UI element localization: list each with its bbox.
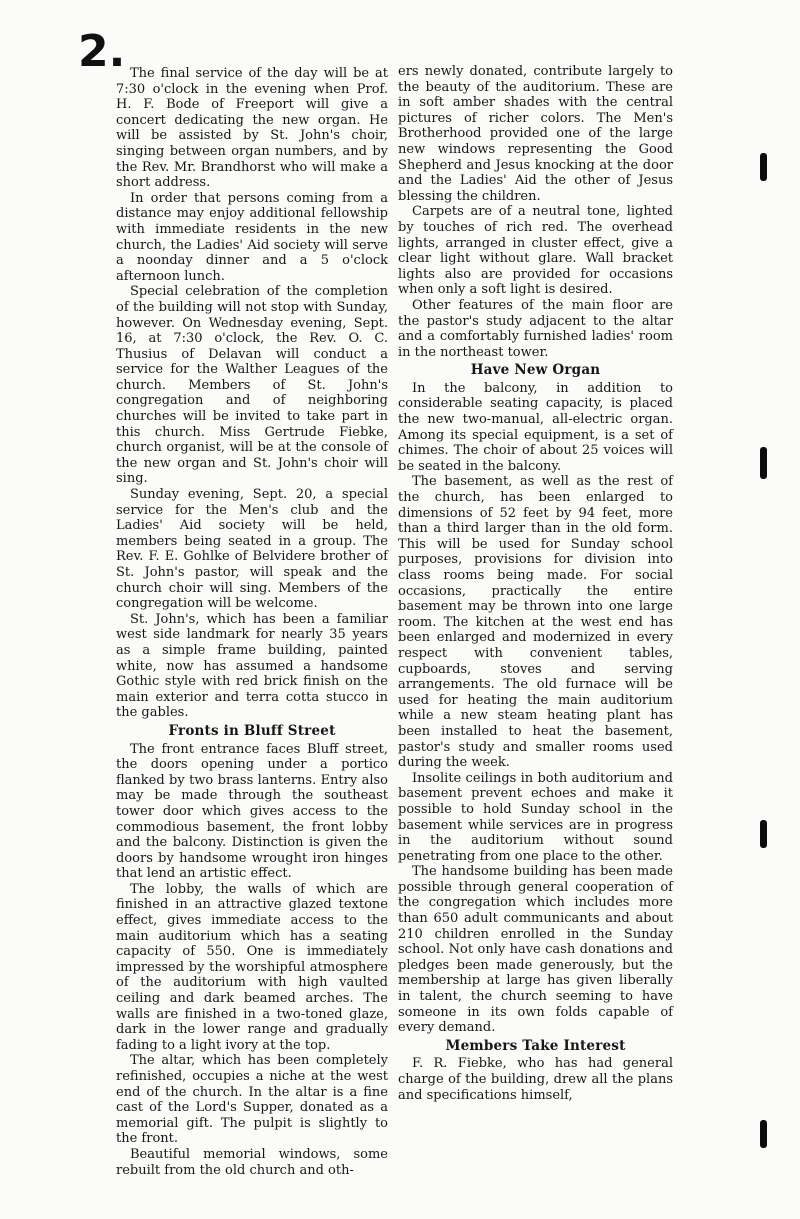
article-column-right — [398, 64, 673, 1103]
subheading: Members Take Interest — [445, 1037, 626, 1054]
paragraph: The final service of the day will be at 7:30 o'clock in the evening when Prof. H. F. Bode of Freeport will give a concert dedicating the new organ. He will be assisted by St. John's choir, singing between organ numbers, and by the Rev. Mr. Brandhorst who will make a short address. — [116, 66, 388, 191]
paragraph: The altar, which has been completely refinished, occupies a niche at the west end of the church. In the altar is a fine cast of the Lord's Supper, donated as a memorial gift. The pulpit is slightly to the front. — [116, 1053, 388, 1147]
paragraph: The basement, as well as the rest of the church, has been enlarged to dimensions of 52 feet by 94 feet, more than a third larger than in the old form. This will be used for Sunday school purposes, provisions for division into class rooms being made. For social occasions, practically the entire basement may be thrown into one large room. The kitchen at the west end has been enlarged and modernized in every respect with convenient tables, cupboards, stoves and serving arrangements. The old furnace will be used for heating the main auditorium while a new steam heating plant has been installed to heat the basement, pastor's study and smaller rooms used during the week. — [398, 474, 673, 771]
paragraph: Sunday evening, Sept. 20, a special service for the Men's club and the Ladies' Aid society will be held, members being seated in a group. The Rev. F. E. Gohlke of Belvidere brother of St. John's pastor, will speak and the church choir will sing. Members of the congregation will be welcome. — [116, 487, 388, 612]
paragraph: In the balcony, in addition to considerable seating capacity, is placed the new two-manual, all-electric organ. Among its special equipment, is a set of chimes. The choir of about 25 voices will be seated in the balcony. — [398, 380, 673, 474]
paragraph: In order that persons coming from a distance may enjoy additional fellowship with immediate residents in the new church, the Ladies' Aid society will serve a noonday dinner and a 5 o'clock afternoon lunch. — [116, 190, 388, 284]
subheading: Have New Organ — [470, 362, 601, 379]
paragraph: The lobby, the walls of which are finished in an attractive glazed textone effect, gives immediate access to the main auditorium which has a seating capacity of 550. One is immediately impressed by the worshipful atmosphere of the auditorium with high vaulted ceiling and dark beamed arches. The walls are finished in a two-toned glaze, dark in the lower range and gradually fading to a light ivory at the top. — [116, 881, 388, 1053]
paragraph: The front entrance faces Bluff street, the doors opening under a portico flanked by two brass lanterns. Entry also may be made through the southeast tower door which gives access to the commodious basement, the front lobby and the balcony. Distinction is given the doors by handsome wrought iron hinges that lend an artistic effect. — [116, 741, 388, 882]
subheading: Fronts in Bluff Street — [168, 722, 336, 739]
paragraph: Insolite ceilings in both auditorium and basement prevent echoes and make it possible to hold Sunday school in the basement while services are in progress in the auditorium without sound penetrating from one place to the other. — [398, 770, 673, 864]
article-column-left — [116, 66, 388, 1178]
paragraph: St. John's, which has been a familiar west side landmark for nearly 35 years as a simple frame building, painted white, now has assumed a handsome Gothic style with red brick finish on the main exterior and terra cotta stucco in the gables. — [116, 611, 388, 721]
binder-hole-mark — [760, 820, 767, 848]
paragraph: Other features of the main floor are the pastor's study adjacent to the altar and a comfortably furnished ladies' room in the northeast tower. — [398, 297, 673, 360]
page-number: 2. — [78, 26, 126, 77]
binder-hole-mark — [760, 1120, 767, 1148]
binder-hole-mark — [760, 153, 767, 181]
paragraph: Beautiful memorial windows, some rebuilt from the old church and oth- — [116, 1146, 388, 1178]
paragraph: The handsome building has been made possible through general cooperation of the congregation which includes more than 650 adult communicants and about 210 children enrolled in the Sunday school. Not only have cash donations and pledges been made generously, but the membership at large has given liberally in talent, the church seeming to have someone in its own folds capable of every demand. — [398, 864, 673, 1036]
paragraph: Carpets are of a neutral tone, lighted by touches of rich red. The overhead lights, arranged in cluster effect, give a clear light without glare. Wall bracket lights also are provided for occasions when only a soft light is desired. — [398, 204, 673, 298]
paragraph: ers newly donated, contribute largely to the beauty of the auditorium. These are in soft amber shades with the central pictures of richer colors. The Men's Brotherhood provided one of the large new windows representing the Good Shepherd and Jesus knocking at the door and the Ladies' Aid the other of Jesus blessing the children. — [398, 64, 673, 204]
paragraph: F. R. Fiebke, who has had general charge of the building, drew all the plans and specifications himself, — [398, 1056, 673, 1103]
paragraph: Special celebration of the completion of the building will not stop with Sunday, however. On Wednesday evening, Sept. 16, at 7:30 o'clock, the Rev. O. C. Thusius of Delavan will conduct a service for the Walther Leagues of the church. Members of St. John's congregation and of neighboring churches will be invited to take part in this church. Miss Gertrude Fiebke, church organist, will be at the console of the new organ and St. John's choir will sing. — [116, 284, 388, 487]
binder-hole-mark — [760, 447, 767, 479]
